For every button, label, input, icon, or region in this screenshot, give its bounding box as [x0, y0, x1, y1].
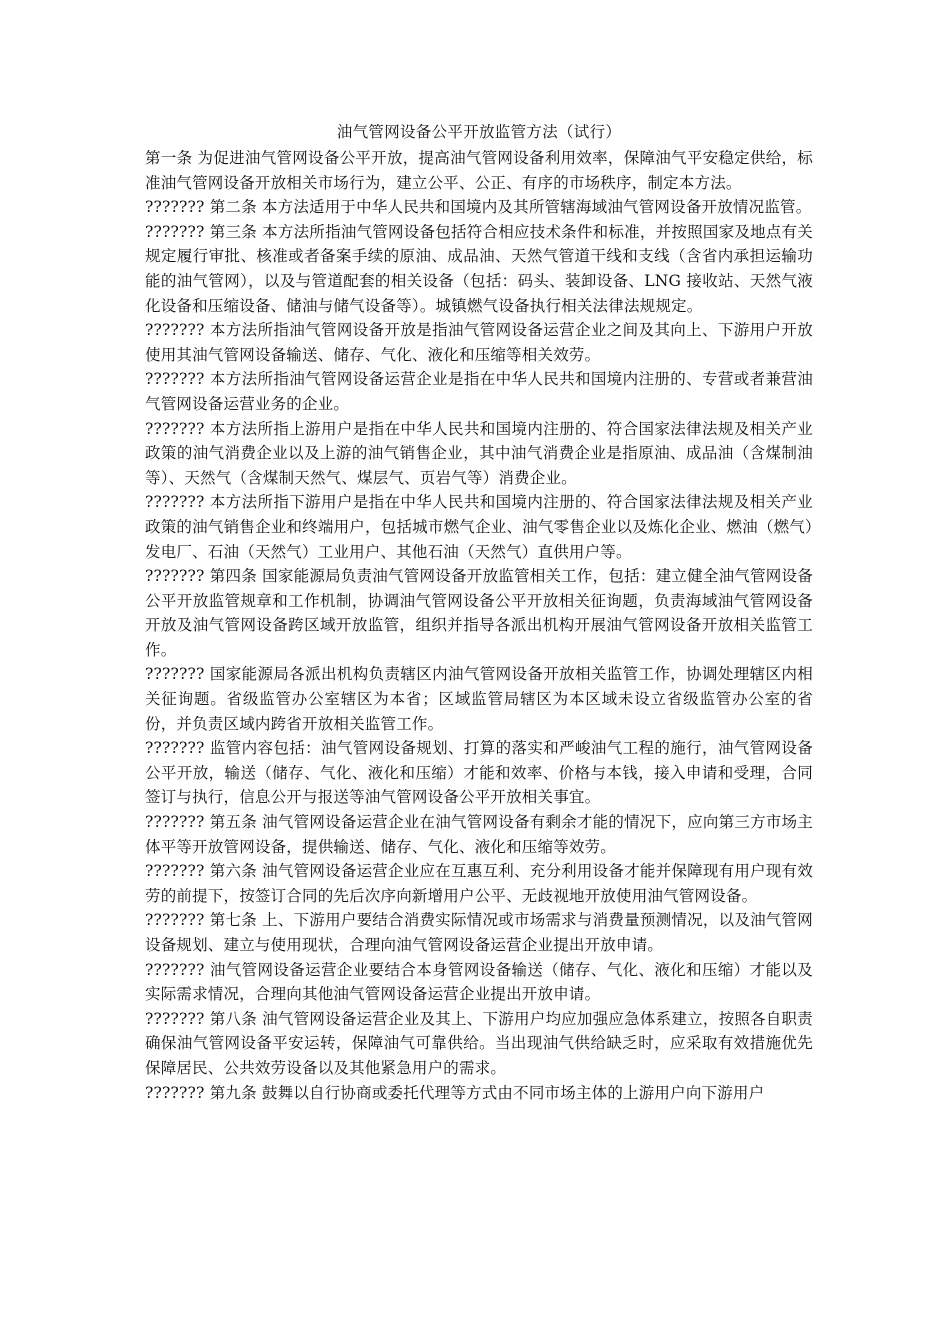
paragraph-article-5: ??????? 第五条 油气管网设备运营企业在油气管网设备有剩余才能的情况下，应向第三方市场主体平等开放管网设备，提供输送、储存、气化、液化和压缩等效劳。: [145, 813, 813, 856]
paragraph-dispatched-agencies: ??????? 国家能源局各派出机构负责辖区内油气管网设备开放相关监管工作，协调处理辖区内相关征询题。省级监管办公室辖区为本省；区域监管局辖区为本区域未设立省级监管办公室的省份，并负责区域内跨省开放相关监管工作。: [145, 665, 813, 733]
paragraph-definition-open: ??????? 本方法所指油气管网设备开放是指油气管网设备运营企业之间及其向上、下游用户开放使用其油气管网设备输送、储存、气化、液化和压缩等相关效劳。: [145, 321, 813, 364]
paragraph-article-2: ??????? 第二条 本方法适用于中华人民共和国境内及其所管辖海域油气管网设备开放情况监管。: [145, 198, 812, 217]
paragraph-article-8: ??????? 第八条 油气管网设备运营企业及其上、下游用户均应加强应急体系建立，按照各自职责确保油气管网设备平安运转，保障油气可靠供给。当出现油气供给缺乏时，应采取有效措施优先保障居民、公共效劳设备以及其他紧急用户的需求。: [145, 1009, 813, 1077]
document-title: 油气管网设备公平开放监管方法（试行）: [336, 123, 622, 141]
paragraph-operator-application: ??????? 油气管网设备运营企业要结合本身管网设备输送（储存、气化、液化和压缩）才能以及实际需求情况，合理向其他油气管网设备运营企业提出开放申请。: [145, 960, 813, 1004]
paragraph-definition-downstream: ??????? 本方法所指下游用户是指在中华人民共和国境内注册的、符合国家法律法规及相关产业政策的油气销售企业和终端用户，包括城市燃气企业、油气零售企业以及炼化企业、燃油（燃气）发电厂、石油（天然气）工业用户、其他石油（天然气）直供用户等。: [145, 493, 813, 561]
paragraph-article-9: ??????? 第九条 鼓舞以自行协商或委托代理等方式由不同市场主体的上游用户向下游用户: [145, 1083, 765, 1102]
paragraph-article-1: 第一条 为促进油气管网设备公平开放，提高油气管网设备利用效率，保障油气平安稳定供给，标准油气管网设备开放相关市场行为，建立公平、公正、有序的市场秩序，制定本方法。: [145, 149, 813, 192]
paragraph-definition-operator: ??????? 本方法所指油气管网设备运营企业是指在中华人民共和国境内注册的、专营或者兼营油气管网设备运营业务的企业。: [145, 370, 813, 413]
paragraph-definition-upstream: ??????? 本方法所指上游用户是指在中华人民共和国境内注册的、符合国家法律法规及相关产业政策的油气消费企业以及上游的油气销售企业，其中油气消费企业是指原油、成品油（含煤制油等）、天然气（含煤制天然气、煤层气、页岩气等）消费企业。: [145, 419, 813, 487]
paragraph-article-4: ??????? 第四条 国家能源局负责油气管网设备开放监管相关工作，包括：建立健全油气管网设备公平开放监管规章和工作机制，协调油气管网设备公平开放相关征询题，负责海域油气管网设备开放及油气管网设备跨区域开放监管，组织并指导各派出机构开展油气管网设备开放相关监管工作。: [145, 567, 813, 659]
paragraph-article-6: ??????? 第六条 油气管网设备运营企业应在互惠互利、充分利用设备才能并保障现有用户现有效劳的前提下，按签订合同的先后次序向新增用户公平、无歧视地开放使用油气管网设备。: [145, 862, 813, 905]
paragraph-article-3: ??????? 第三条 本方法所指油气管网设备包括符合相应技术条件和标准，并按照国家及地点有关规定履行审批、核准或者备案手续的原油、成品油、天然气管道干线和支线（含省内承担运输功能的油气管网），以及与管道配套的相关设备（包括：码头、装卸设备、LNG 接收站、天然气液化设备和压缩设备、储油与储气设备等）。城镇燃气设备执行相关法律法规规定。: [145, 222, 813, 315]
paragraph-supervision-content: ??????? 监管内容包括：油气管网设备规划、打算的落实和严峻油气工程的施行，油气管网设备公平开放，输送（储存、气化、液化和压缩）才能和效率、价格与本钱，接入申请和受理，合同签订与执行，信息公开与报送等油气管网设备公平开放相关事宜。: [145, 739, 813, 807]
document-page: [145, 120, 813, 1105]
paragraph-article-7: ??????? 第七条 上、下游用户要结合消费实际情况或市场需求与消费量预测情况，以及油气管网设备规划、建立与使用现状，合理向油气管网设备运营企业提出开放申请。: [145, 911, 813, 954]
